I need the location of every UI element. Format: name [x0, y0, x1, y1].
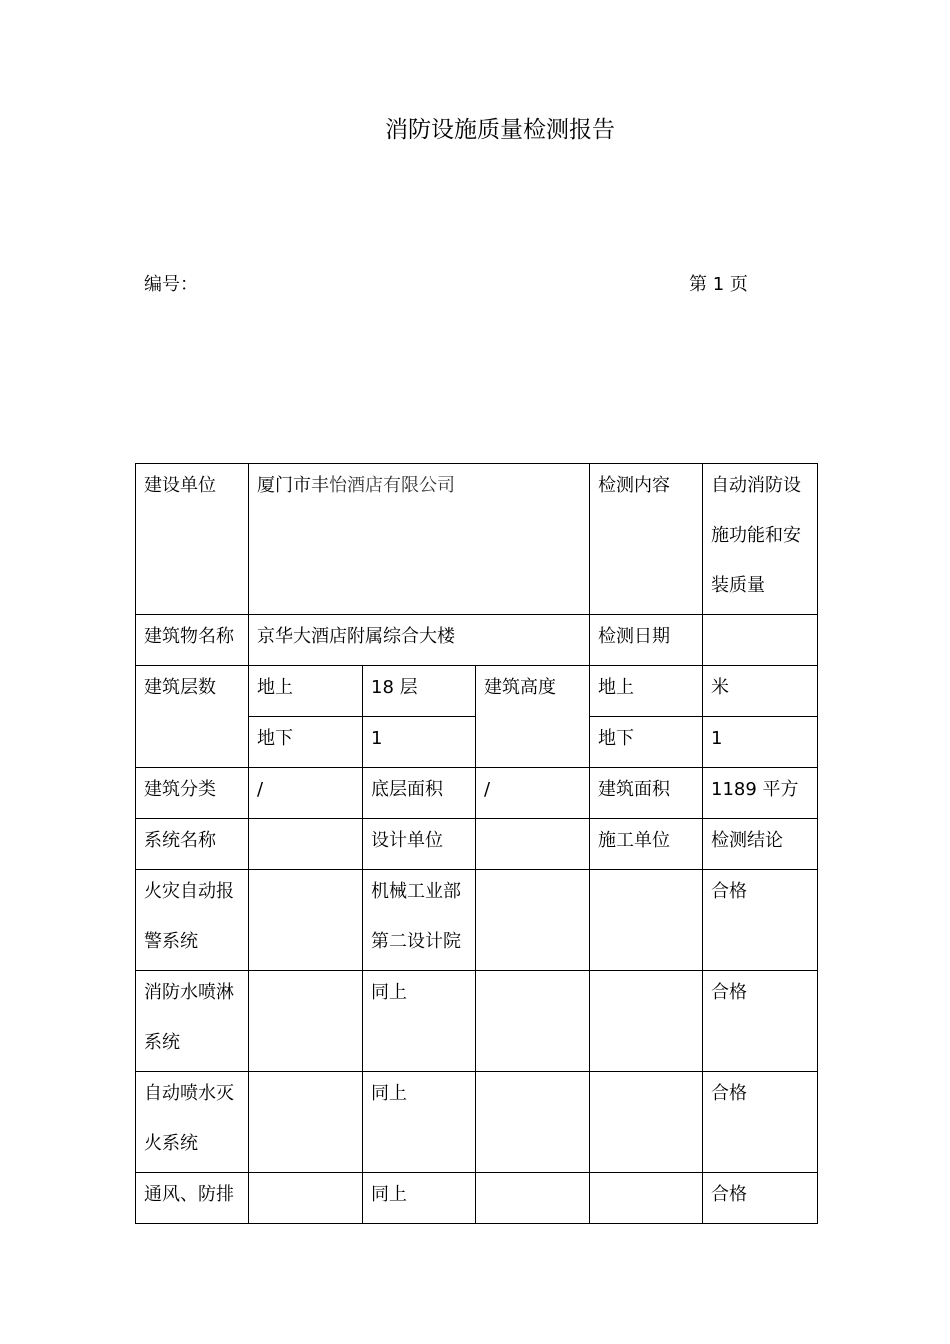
- cell-header-empty-1: [249, 819, 363, 870]
- cell-header-result: 检测结论: [703, 819, 818, 870]
- cell-category-label: 建筑分类: [136, 768, 249, 819]
- cell-height-label: 建筑高度: [476, 666, 590, 768]
- cell-inspection-date-label: 检测日期: [590, 615, 703, 666]
- cell-height-above-label: 地上: [590, 666, 703, 717]
- cell-system-col4: [476, 1173, 590, 1224]
- cell-above-floors-value: 18 层: [363, 666, 476, 717]
- cell-system-result: 合格: [703, 971, 818, 1072]
- cell-floors-label: 建筑层数: [136, 666, 249, 768]
- cell-height-below-label: 地下: [590, 717, 703, 768]
- cell-construction-unit-label: 建设单位: [136, 464, 249, 615]
- inspection-table: [135, 463, 818, 1224]
- cell-system-result: 合格: [703, 870, 818, 971]
- report-number-label: 编号：: [144, 274, 198, 295]
- cell-building-name-label: 建筑物名称: [136, 615, 249, 666]
- cell-system-result: 合格: [703, 1072, 818, 1173]
- cell-inspection-content-value: 自动消防设施功能和安装质量: [703, 464, 818, 615]
- construction-unit-value-part-a: 厦门市丰: [257, 475, 329, 496]
- cell-below-label: 地下: [249, 717, 363, 768]
- cell-header-system-name: 系统名称: [136, 819, 249, 870]
- cell-system-design-unit: 同上: [363, 1173, 476, 1224]
- cell-below-floors-value: 1: [363, 717, 476, 768]
- cell-construction-unit-value: [249, 464, 590, 615]
- cell-system-design-unit: 同上: [363, 1072, 476, 1173]
- cell-system-col2: [249, 870, 363, 971]
- cell-system-col4: [476, 1072, 590, 1173]
- cell-system-construction-company: [590, 870, 703, 971]
- cell-system-design-unit: 机械工业部第二设计院: [363, 870, 476, 971]
- cell-system-construction-company: [590, 1173, 703, 1224]
- cell-inspection-content-label: 检测内容: [590, 464, 703, 615]
- cell-height-below-value: 1: [703, 717, 818, 768]
- table-row-system: [136, 1173, 818, 1224]
- cell-category-value: /: [249, 768, 363, 819]
- cell-ground-area-label: 底层面积: [363, 768, 476, 819]
- cell-building-name-value: 京华大酒店附属综合大楼: [249, 615, 590, 666]
- cell-system-construction-company: [590, 1072, 703, 1173]
- construction-unit-value-part-b: 怡酒店有限公司: [329, 475, 455, 496]
- table-row-building-name: [136, 615, 818, 666]
- cell-system-col4: [476, 870, 590, 971]
- cell-building-area-label: 建筑面积: [590, 768, 703, 819]
- cell-system-col2: [249, 971, 363, 1072]
- cell-system-col4: [476, 971, 590, 1072]
- table-row-floors-above: [136, 666, 818, 717]
- cell-header-design-unit: 设计单位: [363, 819, 476, 870]
- cell-system-name: 火灾自动报警系统: [136, 870, 249, 971]
- cell-system-construction-company: [590, 971, 703, 1072]
- cell-system-result: 合格: [703, 1173, 818, 1224]
- cell-header-empty-2: [476, 819, 590, 870]
- page-number: 第 1 页: [689, 274, 748, 295]
- cell-system-col2: [249, 1173, 363, 1224]
- table-row-system: [136, 870, 818, 971]
- cell-height-above-value: 米: [703, 666, 818, 717]
- cell-above-label: 地上: [249, 666, 363, 717]
- table-row-category: [136, 768, 818, 819]
- cell-inspection-date-value: [703, 615, 818, 666]
- cell-system-name: 自动喷水灭火系统: [136, 1072, 249, 1173]
- cell-ground-area-value: /: [476, 768, 590, 819]
- report-title: 消防设施质量检测报告: [385, 117, 615, 143]
- cell-building-area-value: 1189 平方: [703, 768, 818, 819]
- table-row-system: [136, 971, 818, 1072]
- table-row-system-header: [136, 819, 818, 870]
- cell-system-name: 消防水喷淋系统: [136, 971, 249, 1072]
- cell-system-design-unit: 同上: [363, 971, 476, 1072]
- table-row-construction-unit: [136, 464, 818, 615]
- table-row-system: [136, 1072, 818, 1173]
- cell-system-name: 通风、防排: [136, 1173, 249, 1224]
- cell-header-construction-company: 施工单位: [590, 819, 703, 870]
- cell-system-col2: [249, 1072, 363, 1173]
